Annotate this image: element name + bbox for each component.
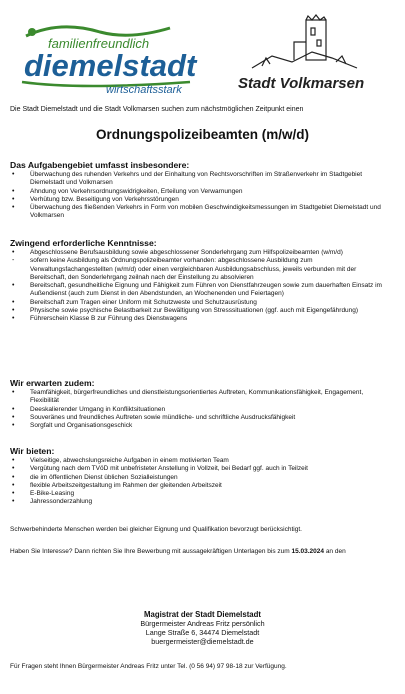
green-dot <box>28 28 36 36</box>
logo-subtitle: wirtschaftsstark <box>106 84 182 96</box>
list-item: • Souveränes und freundliches Auftreten sowie mündliche- und schriftliche Ausdrucksfähigkeit <box>10 414 390 422</box>
list-item: • die im öffentlichen Dienst üblichen Sozialleistungen <box>10 474 390 482</box>
list-item: • Bereitschaft zum Tragen einer Uniform mit Schutzweste und Schutzausrüstung <box>10 299 390 307</box>
section-offer <box>10 446 390 507</box>
volkmarsen-logo <box>232 12 382 98</box>
list-item: • flexible Arbeitszeitgestaltung im Rahmen der gleitenden Arbeitszeit <box>10 482 390 490</box>
section-requirements <box>10 238 390 324</box>
list-item: • Sorgfalt und Organisationsgeschick <box>10 422 390 430</box>
application-text <box>10 548 392 556</box>
castle-ruin-drawing <box>252 15 357 68</box>
footer-text: Für Fragen steht Ihnen Bürgermeister Andreas Fritz unter Tel. (0 56 94) 97 98-18 zur Verfügung. <box>10 663 287 670</box>
disability-note: Schwerbehinderte Menschen werden bei gleicher Eignung und Qualifikation bevorzugt berücksichtigt. <box>10 526 302 533</box>
contact-block <box>0 610 405 646</box>
contact-email[interactable]: buergermeister@diemelstadt.de <box>151 637 254 646</box>
logo-name: diemelstadt <box>24 48 197 83</box>
contact-person: Bürgermeister Andreas Fritz persönlich <box>140 619 265 628</box>
logo-tagline: familienfreundlich <box>48 36 150 51</box>
volkmarsen-name: Stadt Volkmarsen <box>238 75 365 92</box>
section-heading: Das Aufgabengebiet umfasst insbesondere: <box>10 160 190 170</box>
list-item: • Vielseitige, abwechslungsreiche Aufgaben in einem motivierten Team <box>10 457 390 465</box>
task-list <box>10 171 390 221</box>
diemelstadt-logo <box>20 18 200 96</box>
expectations-list <box>10 389 390 430</box>
application-suffix: an den <box>324 548 346 555</box>
list-item: - sofern keine Ausbildung als Ordnungspolizeibeamter vorhanden: abgeschlossene Ausbildung zum Verwaltungsfachangestellten (w/m/d) oder einen vergleichbaren Ausbildungsabschluss, jeweils verbunden mit der Bereitschaft, den Sonderlehrgang zeilnah nach der Einstellung zu absolvieren <box>10 257 390 282</box>
intro-text: Die Stadt Diemelstadt und die Stadt Volkmarsen suchen zum nächstmöglichen Zeitpunkt einen <box>10 106 304 113</box>
list-item: • Ahndung von Verkehrsordnungswidrigkeiten, Erteilung von Verwarnungen <box>10 188 390 196</box>
list-item: • Vergütung nach dem TVöD mit unbefristeter Anstellung in Vollzeit, bei Bedarf ggf. auch in Teilzeit <box>10 465 390 473</box>
list-item: • Deeskalierender Umgang in Konfliktsituationen <box>10 406 390 414</box>
list-item: • Physische sowie psychische Belastbarkeit zur Bewältigung von Stresssituationen (ggf. auch mit Eigengefährdung) <box>10 307 390 315</box>
volkmarsen-logo-graphic <box>232 12 382 98</box>
list-item: • Führerschein Klasse B zur Führung des Dienstwagens <box>10 315 390 323</box>
application-deadline: 15.03.2024 <box>291 548 325 555</box>
list-item: • Jahressonderzahlung <box>10 498 390 506</box>
section-heading: Wir bieten: <box>10 446 55 456</box>
green-swoosh <box>26 27 170 36</box>
requirements-list <box>10 249 390 324</box>
section-expectations <box>10 378 390 430</box>
list-item: • Bereitschaft, gesundheitliche Eignung und Fähigkeit zum Führen von Dienstfahrzeugen sowie zum dauerhaften Einsatz im Außendienst (auch zum Dienst in den Abendstunden, an Wochenenden und Feiertagen) <box>10 282 390 299</box>
list-item: • Überwachung des ruhenden Verkehrs und der Einhaltung von Rechtsvorschriften im Straßenverkehr im Stadtgebiet Diemelstadt und Volkmarsen <box>10 171 390 188</box>
list-item: • Abgeschlossene Berufsausbildung sowie abgeschlossener Sonderlehrgang zum Hilfspolizeibeamten (w/m/d) <box>10 249 390 257</box>
section-heading: Wir erwarten zudem: <box>10 378 95 388</box>
application-sentence: Haben Sie Interesse? Dann richten Sie Ihre Bewerbung mit aussagekräftigen Unterlagen bis zum <box>10 548 290 555</box>
job-title: Ordnungspolizeibeamten (m/w/d) <box>95 127 309 142</box>
list-item: • Teamfähigkeit, bürgerfreundliches und dienstleistungsorientiertes Auftreten, Kommunikationsfähigkeit, Engagement, Flexibilität <box>10 389 390 406</box>
section-heading: Zwingend erforderliche Kenntnisse: <box>10 238 157 248</box>
offer-list <box>10 457 390 507</box>
contact-org: Magistrat der Stadt Diemelstadt <box>144 610 261 619</box>
section-tasks <box>10 160 390 221</box>
diemelstadt-logo-graphic <box>20 18 200 96</box>
list-item: • E-Bike-Leasing <box>10 490 390 498</box>
contact-street: Lange Straße 6, 34474 Diemelstadt <box>145 628 260 637</box>
list-item: • Verhütung bzw. Beseitigung von Verkehrsstörungen <box>10 196 390 204</box>
list-item: • Überwachung des fließenden Verkehrs in Form von mobilen Geschwindigkeitsmessungen im Stadtgebiet Diemelstadt und Volkmarsen <box>10 204 390 221</box>
